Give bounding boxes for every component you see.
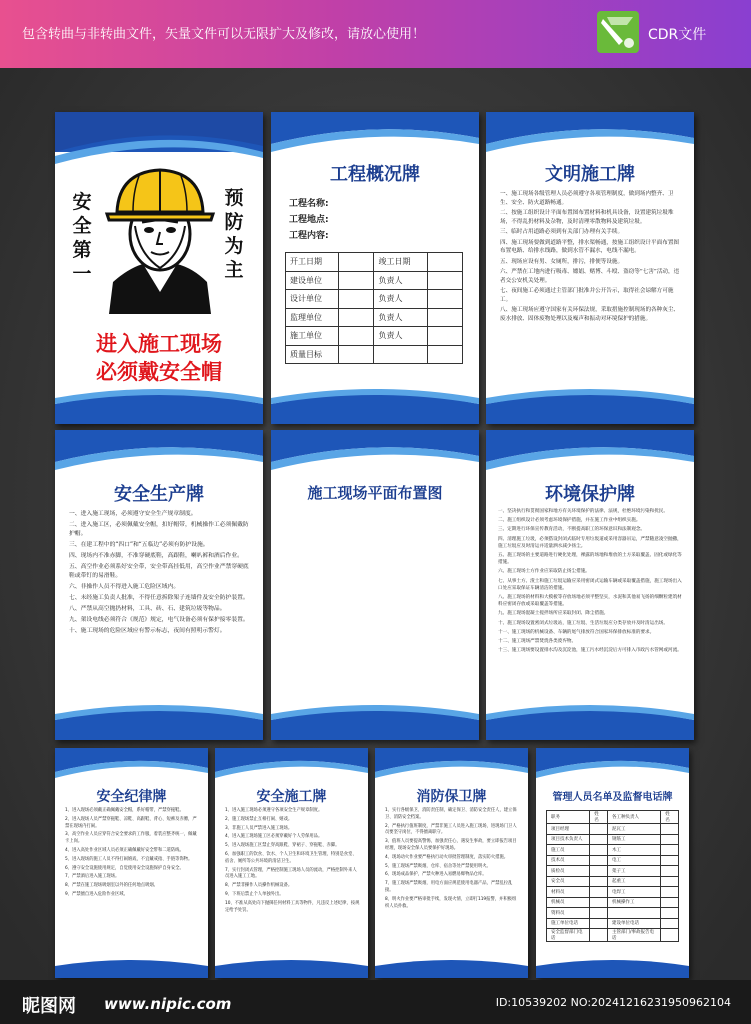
table-cell (427, 290, 462, 309)
table-cell: 建设单位电话 (607, 918, 660, 929)
rule-line: 10、不准从高处向下抛掷任何材料工具等物件，凡违反上述纪律，按规定给予处罚。 (225, 900, 360, 913)
rule-line: 6、现场成品保护，严禁火种进入易燃易爆物品仓库。 (385, 872, 487, 878)
top-wave-decoration (271, 430, 479, 476)
table-cell: 材料员 (547, 887, 590, 898)
right-vertical-slogan (223, 186, 245, 282)
table-cell: 钢筋工 (607, 834, 660, 845)
rule-line: 八、严禁从高空抛扔材料，工具、砖、石、建筑垃圾等物品。 (69, 606, 226, 612)
left-vertical-slogan (71, 190, 93, 286)
rule-line: 九、架设电线必须符合《规范》规定，电气设备必须有保护接零装置。 (69, 617, 249, 623)
rule-line: 8、严禁在施工现场吸烟室以外的任何地点吸烟。 (65, 883, 158, 889)
table-cell (590, 887, 608, 898)
board-title: 管理人员名单及监督电话牌 (552, 792, 673, 803)
table-cell (590, 824, 608, 835)
board-title: 施工现场平面布置图 (307, 484, 443, 502)
bottom-wave-decoration (486, 700, 694, 740)
rule-line: 一、施工现场各级管理人员必须遵守各项管理制度，做到场内整齐、卫生、安全、防火道路畅通。 (500, 191, 674, 206)
table-cell (339, 290, 374, 309)
bottom-wave-decoration (486, 384, 694, 424)
field-project-name: 工程名称: (289, 199, 329, 209)
rule-line: 4、进入高处作业区域人员必须正确佩戴好安全带和二道防线。 (65, 847, 184, 853)
table-cell: 负责人 (374, 290, 427, 309)
rule-line: 二、进入施工区，必须佩戴安全帽，扣好帽带，机械操作工必须佩戴防护帽。 (69, 522, 249, 537)
table-cell: 技术员 (547, 855, 590, 866)
bottom-wave-decoration (55, 954, 208, 978)
table-cell (607, 908, 660, 919)
table-cell: 机械员 (547, 897, 590, 908)
rule-line: 四、现场内不准赤脚，不准穿硬底鞋，高跟鞋，喇叭裤和酒后作业。 (69, 553, 243, 559)
table-cell (661, 855, 679, 866)
rule-line: 七、夜间施工必须通过主管部门批准并公开告示，取得社会谅解方可施工。 (500, 288, 674, 303)
rule-line: 三、定期进行环保宣传教育活动，不断提高职工的环保意识和法制观念。 (498, 527, 646, 533)
table-row (286, 327, 463, 346)
slogan-char: 防 (224, 211, 244, 233)
board-safe-construction (215, 748, 368, 978)
rule-line: 四、清理施工垃圾，必须搭设封闭式临时专用垃圾道或采用容器吊运，严禁随意凌空抛撒，施工垃圾应及时清运并适量洒水减少扬尘。 (498, 536, 682, 549)
table-row (286, 253, 463, 272)
board-title: 安全纪律牌 (96, 789, 167, 805)
rule-line: 2、严格执行值班制度，严禁非施工人员进入施工现场，进现场门卫人员要坚守岗位，不得擅离职守。 (385, 823, 517, 836)
table-cell: 机械操作工 (607, 897, 660, 908)
slogan-char: 为 (224, 235, 244, 257)
table-header-cell: 姓名 (661, 811, 679, 824)
table-row (286, 290, 463, 309)
table-cell: 施工员 (547, 845, 590, 856)
rule-line: 六、施工现场土方作业应采取防止扬尘措施。 (498, 569, 590, 575)
field-project-content: 工程内容: (289, 231, 329, 241)
top-wave-decoration (375, 748, 528, 784)
board-title: 消防保卫牌 (416, 789, 487, 805)
table-cell: 电焊工 (607, 887, 660, 898)
rule-line: 1、进入现场必须戴正确佩戴安全帽，系好帽带，严禁穿拖鞋。 (65, 808, 184, 813)
rule-line: 3、高空作业人员应穿符合安全要求的工作服，着装应整齐统一，佩戴卡上岗。 (65, 832, 197, 845)
rule-line: 4、进入施工现场施工区必须穿戴好个人劳保用品。 (225, 834, 323, 840)
top-wave-decoration (486, 112, 694, 158)
table-cell: 监理单位 (286, 308, 339, 327)
table-row (286, 308, 463, 327)
board-helmet-poster (55, 112, 263, 424)
board-civilized-construction (486, 112, 694, 424)
slogan-line-1: 进入施工现场 (96, 332, 222, 356)
table-cell: 质检员 (547, 866, 590, 877)
table-cell (427, 327, 462, 346)
board-title: 安全生产牌 (114, 484, 204, 505)
table-cell: 电工 (607, 855, 660, 866)
table-cell (661, 824, 679, 835)
table-cell (590, 876, 608, 887)
table-cell (590, 866, 608, 877)
board-title: 环境保护牌 (545, 484, 635, 505)
rule-line: 2、施工现场禁止互相打闹、嬉戏。 (225, 816, 293, 822)
table-cell: 设计单位 (286, 290, 339, 309)
cdr-logo-icon (597, 11, 639, 53)
top-wave-decoration (271, 112, 479, 158)
board-text (65, 808, 200, 901)
table-cell: 架子工 (607, 866, 660, 877)
bottom-wave-decoration (271, 384, 479, 424)
table-cell (661, 866, 679, 877)
table-cell (661, 845, 679, 856)
rule-line: 9、严禁擅自进入危险作业区域。 (65, 891, 128, 897)
table-cell: 安全监督部门电话 (547, 929, 590, 942)
site-url: www.nipic.com (104, 995, 232, 1013)
rule-line: 9、下班后禁止个人单独外出。 (225, 891, 284, 897)
slogan-char: 安 (72, 191, 92, 213)
rule-line: 十二、施工现场严禁焚烧各类废弃物。 (498, 639, 577, 645)
table-cell (374, 345, 427, 364)
table-row (547, 929, 679, 942)
top-wave-decoration (55, 748, 208, 784)
table-cell: 主管部门/事故报告电话 (607, 929, 660, 942)
top-wave-decoration (215, 748, 368, 784)
rule-line: 六、非操作人员不得进入施工危险区域内。 (69, 584, 180, 590)
table-cell (427, 271, 462, 290)
table-cell: 起重工 (607, 876, 660, 887)
rule-line: 十一、施工现场的机械设备、车辆的尾气排放符合国家环保排放标准的要求。 (498, 629, 655, 635)
rule-line: 5、施工现场严禁吸烟，仓库、宿舍等处严禁使用明火。 (385, 863, 491, 869)
rule-line: 五、现场应设有男、女厕所，排污，排便等设施。 (500, 258, 624, 265)
rule-line: 三、临时占用道路必须到有关部门办理有关手续。 (500, 229, 624, 235)
board-title: 工程概况牌 (330, 164, 420, 185)
table-cell (590, 929, 608, 942)
bottom-wave-decoration (215, 954, 368, 978)
table-row (547, 897, 679, 908)
slogan-char: 主 (224, 259, 244, 281)
watermark-footer (0, 980, 751, 1024)
rule-line: 7、施工现场严禁吸烟，用电方面应规范使用电器产品，严禁乱拉乱接。 (385, 881, 513, 893)
bottom-wave-decoration (271, 700, 479, 740)
rule-line: 8、明火作业要严格审批手续，发现火情，立即打119报警，并积极组织人员扑救。 (385, 896, 517, 909)
table-cell (339, 253, 374, 272)
table-cell (661, 834, 679, 845)
table-cell (661, 897, 679, 908)
rule-line: 1、进入施工现场必须遵守各项安全生产规章制度。 (225, 808, 323, 813)
slogan-char: 第 (72, 239, 92, 261)
worker-with-helmet-illustration (99, 164, 221, 314)
table-cell: 泥瓦工 (607, 824, 660, 835)
table-cell (661, 929, 679, 942)
table-cell (661, 887, 679, 898)
table-cell: 项目经理 (547, 824, 590, 835)
table-cell: 开工日期 (286, 253, 339, 272)
slogan-line-2: 必须戴安全帽 (96, 360, 222, 384)
table-cell (427, 308, 462, 327)
bottom-wave-decoration (375, 954, 528, 978)
table-cell (339, 345, 374, 364)
board-text (225, 808, 360, 916)
bottom-wave-decoration (55, 700, 263, 740)
table-row (547, 876, 679, 887)
image-id: ID:10539202 NO:20241216231950962104 (495, 996, 731, 1009)
table-cell (339, 308, 374, 327)
board-management-list (536, 748, 689, 978)
top-wave-decoration (55, 112, 263, 172)
rule-line: 九、施工现场混凝土搅拌场所应采取封闭、降尘措施。 (498, 611, 609, 617)
table-row (547, 855, 679, 866)
rule-line: 十、施工现场设置密闭式垃圾站，施工垃圾、生活垃圾应分类存放并及时清运出场。 (498, 620, 668, 626)
rule-line: 八、施工现场的材料和大模板等存放场地必须平整坚实，水泥和其他易飞扬的细颗粒建筑材料应密闭存放或采取覆盖等措施。 (498, 595, 682, 608)
table-cell (661, 876, 679, 887)
rule-line: 三、在建工程中的“四口”和“五临边”必须有防护设施。 (69, 542, 209, 548)
rule-line: 2、进入现场人员严禁穿拖鞋、凉鞋、高跟鞋、背心、短裤及赤膊，严禁在现场内打闹。 (65, 816, 197, 829)
table-row (286, 271, 463, 290)
table-cell (590, 855, 608, 866)
banner-text: 包含转曲与非转曲文件，矢量文件可以无限扩大及修改，请放心使用！ (22, 27, 426, 42)
slogan-char: 预 (224, 187, 244, 209)
board-project-overview (271, 112, 479, 424)
top-wave-decoration (486, 430, 694, 476)
rule-line: 5、进入现场的施工人员不得打闹嬉戏，不宜戴戒指、手链等饰物。 (65, 856, 193, 862)
table-header-cell: 姓名 (590, 811, 608, 824)
table-cell (339, 327, 374, 346)
slogan-char: 全 (72, 215, 92, 237)
table-cell: 竣工日期 (374, 253, 427, 272)
table-cell: 施工单位 (286, 327, 339, 346)
rule-line: 七、未经施工负责人批准，不得任意拆除架子连墙件及安全防护装置。 (69, 595, 249, 601)
table-row (547, 845, 679, 856)
rule-line: 3、非施工人员严禁进入施工现场。 (225, 825, 293, 831)
rule-line: 五、高空作业必须系好安全带，安全带高挂低用，高空作业严禁穿硬底鞋或带钉的易滑鞋。 (69, 564, 249, 579)
table-cell: 木工 (607, 845, 660, 856)
board-site-layout (271, 430, 479, 740)
table-cell: 项目技术负责人 (547, 834, 590, 845)
board-text (500, 190, 682, 325)
bottom-wave-decoration (55, 384, 263, 424)
table-header-cell: 各工种负责人 (607, 811, 660, 824)
board-title: 文明施工牌 (545, 164, 635, 185)
rule-line: 六、严禁在工地内进行吸毒、嫖娼、赌博、斗殴、盗窃等“七害”活动，违者交公安机关处理。 (500, 269, 680, 284)
table-cell: 建设单位 (286, 271, 339, 290)
board-fire-security (375, 748, 528, 978)
table-cell (661, 918, 679, 929)
table-row (286, 345, 463, 364)
table-row (547, 866, 679, 877)
rule-line: 七、从事土方、渣土和施工垃圾运输应采用密闭式运输车辆或采取覆盖措施，施工现场出入口处应采取保证车辆清洁的措施。 (498, 578, 682, 591)
rule-line: 5、进入现场施工区禁止穿高跟鞋、穿裙子、穿拖鞋、赤脚。 (225, 843, 340, 849)
table-cell (590, 897, 608, 908)
top-wave-decoration (55, 430, 263, 476)
table-row (547, 918, 679, 929)
field-project-location: 工程地点: (289, 215, 329, 225)
table-header-row (547, 811, 679, 824)
table-cell (590, 908, 608, 919)
table-cell (590, 834, 608, 845)
rule-line: 7、严禁酒后进入施工现场。 (65, 874, 120, 880)
table-cell: 质量目标 (286, 345, 339, 364)
table-cell (427, 253, 462, 272)
rule-line: 一、进入施工现场，必须遵守安全生产规章制度。 (69, 511, 197, 517)
rule-line: 八、施工现场应遵守国家有关环保法规，采取措施控制现场的各种灰尘、废水排放、固体废物处理以及噪声和振动对环境保护的措施。 (500, 307, 680, 322)
table-row (547, 834, 679, 845)
board-text (385, 808, 520, 912)
board-safety-production (55, 430, 263, 740)
table-header-cell: 职务 (547, 811, 590, 824)
board-safety-discipline (55, 748, 208, 978)
site-logo: 昵图网 (22, 996, 76, 1017)
rule-line: 十、施工现场的危险区域应有警示标志，夜间有照明示警灯。 (69, 628, 226, 634)
rule-line: 4、现场动火作业要严格执行动火审批管理制度，落实防火措施。 (385, 854, 509, 860)
rule-line: 6、加强职工的饮食、饮水、个人卫生和环境卫生管理，特别是食堂、宿舍、厕所等公共环境的清洁卫生。 (225, 851, 357, 864)
project-fields (289, 196, 329, 244)
slogan-char: 一 (72, 263, 92, 285)
rule-line: 7、实行封闭式管理，严格控制施工现场人员的流动，严格控制外来人员进入施工工地。 (225, 867, 357, 880)
rule-line: 五、施工现场的主要道路进行硬化处理，裸露的场地和堆放的土方采取覆盖、固化或绿化等措施。 (498, 553, 682, 566)
bottom-wave-decoration (536, 954, 689, 978)
table-cell: 负责人 (374, 271, 427, 290)
personnel-table (546, 810, 679, 942)
rule-line: 十三、施工现场要设置排水沟及沉淀池，施工污水经沉淀后方可排入市政污水管网或河流。 (498, 648, 682, 654)
table-cell: 资料员 (547, 908, 590, 919)
table-cell: 负责人 (374, 327, 427, 346)
rule-line: 3、值班人员要提高警惕，加强责任心，遇发生事故，要立即报告项目经理，现场安全保人员要保护好现场。 (385, 839, 517, 851)
board-environmental-protection (486, 430, 694, 740)
rule-line: 一、坚决执行和贯彻国家和地方有关环境保护的法律、法规，杜绝环境污染和扰民。 (498, 509, 668, 514)
cdr-badge-text: CDR文件 (648, 27, 707, 43)
table-cell (661, 908, 679, 919)
table-cell: 负责人 (374, 308, 427, 327)
rule-line: 1、实行各级保卫、消防责任制，确定保卫、消防安全责任人，建立保卫、消防安全档案。 (385, 808, 517, 820)
table-cell (339, 271, 374, 290)
rule-line: 8、严禁非操作人员操作机械设备。 (225, 883, 293, 889)
top-wave-decoration (536, 748, 689, 784)
table-row (547, 824, 679, 835)
table-cell (590, 845, 608, 856)
board-text (498, 508, 684, 656)
project-info-table (285, 252, 463, 364)
rule-line: 6、遵守安全设施使用规定，自觉使用安全设施保护自身安全。 (65, 865, 184, 871)
table-row (547, 908, 679, 919)
rule-line: 二、施工组织设计必须考虑环境保护措施，并在施工作业中组织实施。 (498, 518, 641, 524)
rule-line: 二、按施工组织设计平面布置图布置材料和机具设备，设置建筑垃圾堆场，不得乱扔材料及杂物，及时清理零散物料及建筑垃圾。 (500, 210, 674, 225)
table-cell: 施工单位电话 (547, 918, 590, 929)
board-text (69, 510, 251, 638)
table-cell (427, 345, 462, 364)
table-cell (590, 918, 608, 929)
table-cell: 安全员 (547, 876, 590, 887)
board-title: 安全施工牌 (256, 789, 327, 805)
rule-line: 四、施工现场要做到道路平整，排水渠畅通，按施工组织设计平面布置图布置电路、给排水线路，做到水管不漏水，电线不漏电。 (500, 239, 680, 254)
top-banner (0, 0, 751, 68)
table-row (547, 887, 679, 898)
